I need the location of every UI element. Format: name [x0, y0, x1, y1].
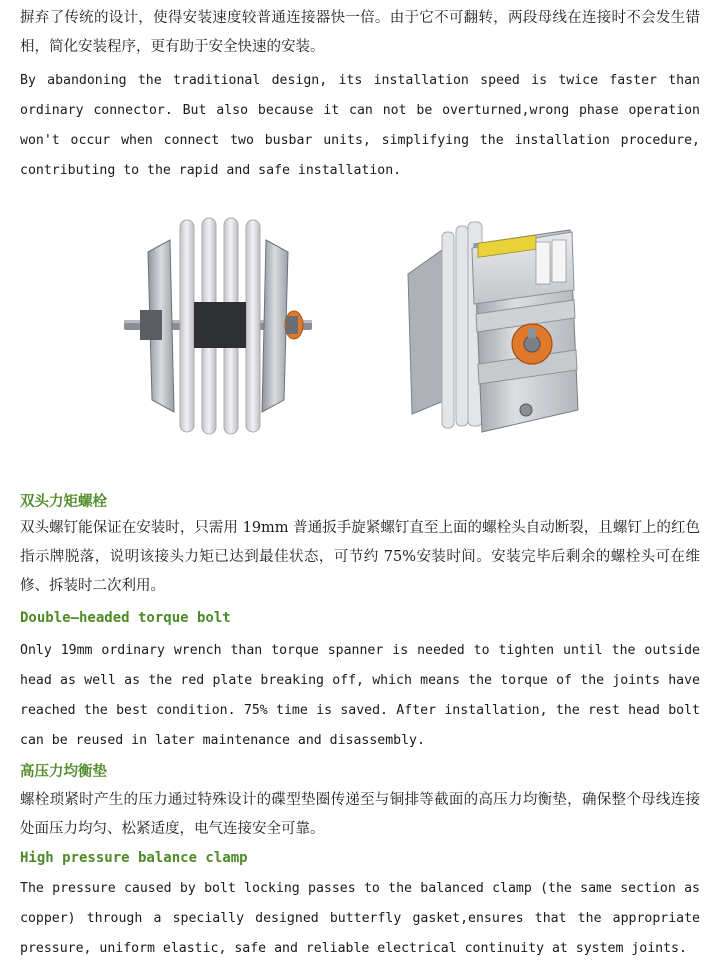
side-housing — [408, 250, 446, 414]
right-clamp-plate — [262, 240, 288, 412]
spec-label-2 — [552, 240, 566, 282]
torque-bolt-chinese-paragraph: 双头螺钉能保证在安装时，只需用 19mm 普通扳手旋紧螺钉直至上面的螺栓头自动断裂，且螺钉上的红色指示牌脱落，说明该接头力矩已达到最佳状态，可节约 75%安装时间。安装完毕后剩余的螺栓头可在维修、拆装时二次利用。 — [20, 520, 700, 594]
section-heading-torque-bolt-en: Double—headed torque bolt — [20, 610, 231, 626]
insulator-fins — [180, 218, 260, 434]
intro-chinese-paragraph: 摒弃了传统的设计，使得安装速度较普通连接器快一倍。由于它不可翻转，两段母线在连接时不会发生错相，简化安装程序，更有助于安全快速的安装。 — [20, 10, 700, 55]
section-heading-torque-bolt-cn: 双头力矩螺栓 — [20, 494, 107, 510]
balance-clamp-english-paragraph: The pressure caused by bolt locking passes to the balanced clamp (the same section as copper) through a specially designed butterfly gasket,ensures that the appropriate pressure, uniform elastic, safe and reliable electrical continuity at system joints. — [20, 881, 700, 956]
intro-english-paragraph: By abandoning the traditional design, its installation speed is twice faster than ordinary connector. But also because it can not be overturned,wrong phase operation won't occur when connect two busbar units, simplifying the installation procedure, contributing to the rapid and safe installation. — [20, 73, 700, 178]
section-heading-balance-clamp-cn: 高压力均衡垫 — [20, 764, 107, 780]
section-heading-balance-clamp-en: High pressure balance clamp — [20, 850, 248, 866]
bottom-bolt — [520, 404, 532, 416]
busbar-joint-assembled-view-photo — [402, 214, 592, 444]
left-nut — [140, 310, 162, 340]
busbar-joint-side-view-photo — [118, 212, 318, 442]
torque-bolt-english-paragraph: Only 19mm ordinary wrench than torque spanner is needed to tighten until the outside head as well as the red plate breaking off, which means the torque of the joints have reached the best condition. 75% time is saved. After installation, the rest head bolt can be reused in later maintenance and disassembly. — [20, 643, 700, 748]
balance-clamp-chinese-paragraph: 螺栓琐紧时产生的压力通过特殊设计的碟型垫圈传递至与铜排等截面的高压力均衡垫，确保整个母线连接处面压力均匀、松紧适度，电气连接安全可靠。 — [20, 792, 700, 837]
spec-label-1 — [536, 242, 550, 284]
